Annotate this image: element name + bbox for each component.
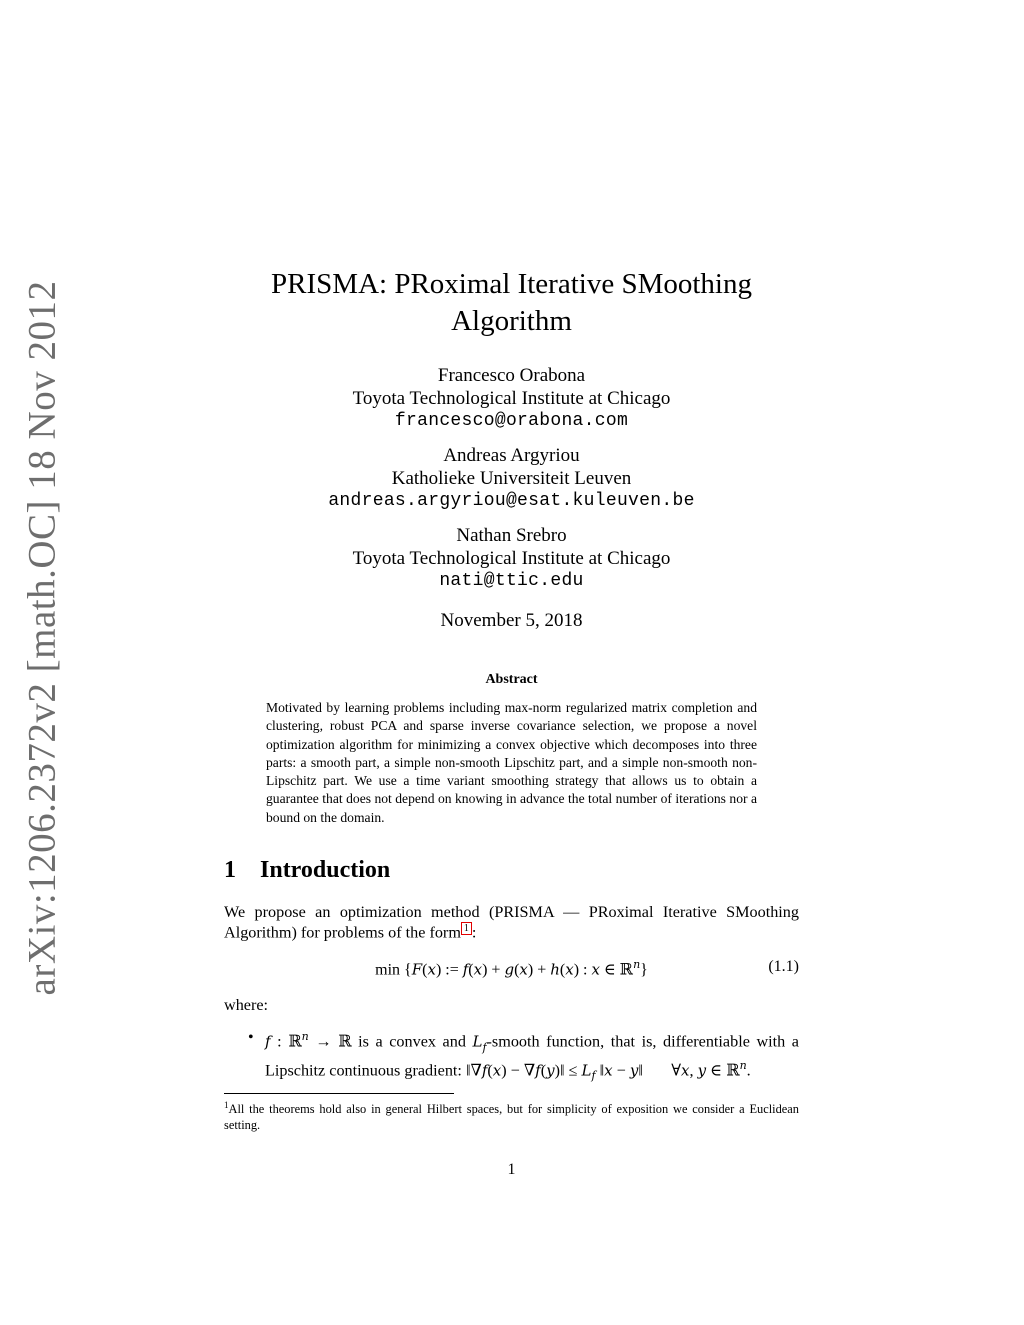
bullet-text-2: -smooth function, that is, differentiable with a Lipschitz continuous gradient: (265, 1032, 799, 1080)
footnote-link[interactable]: 1 (461, 922, 472, 935)
author-email[interactable]: francesco@orabona.com (394, 411, 629, 431)
bullet-marker: • (248, 1029, 254, 1046)
section-number: 1 (224, 857, 236, 883)
author-block-3 (224, 524, 799, 593)
footnote-text: All the theorems hold also in general Hilbert spaces, but for simplicity of exposition we consider a Euclidean setting. (224, 1102, 799, 1133)
author-name: Nathan Srebro (456, 525, 567, 546)
equation-min: min (375, 961, 401, 979)
author-affiliation: Toyota Technological Institute at Chicago (352, 388, 671, 409)
equation-body: min {F(x) := f(x) + g(x) + h(x) : x ∈ ℝ$^n$} (375, 958, 648, 979)
equation-1-1 (224, 958, 799, 980)
footnote-divider (224, 1093, 454, 1094)
page-number: 1 (507, 1161, 516, 1178)
title-line-2: Algorithm (451, 305, 572, 337)
bullet-item-f: f : ℝ$^n$ → ℝ is a convex and $L_f$-smooth function, that is, differentiable with a Lipschitz continuous gradient: ‖∇f(x) − ∇f(y)‖ ≤ $L_f$ ‖x − y‖ ∀x, y ∈ ℝ$^n$. (265, 1030, 799, 1083)
equation-number: (1.1) (768, 958, 799, 975)
author-name: Andreas Argyriou (443, 445, 580, 466)
intro-paragraph (224, 902, 799, 942)
intro-text: We propose an optimization method (PRISMA — PRoximal Iterative SMoothing Algorithm) for problems of the form (224, 903, 799, 942)
section-title: Introduction (260, 857, 391, 883)
author-block-2 (224, 444, 799, 513)
author-email[interactable]: andreas.argyriou@esat.kuleuven.be (328, 491, 695, 511)
author-email[interactable]: nati@ttic.edu (439, 571, 584, 591)
abstract-text: Motivated by learning problems including max-norm regularized matrix completion and clustering, robust PCA and sparse inverse covariance selection, we propose a novel optimization algorithm for minimizing a convex objective which decomposes into three parts: a smooth part, a simple non-smooth Lipschitz part, and a simple non-smooth non-Lipschitz part. We use a time variant smoothing strategy that allows us to obtain a guarantee that does not depend on knowing in advance the total number of iterations nor a bound on the domain. (266, 700, 757, 825)
abstract-heading: Abstract (485, 672, 538, 687)
paper-title (224, 266, 799, 340)
section-heading (224, 857, 390, 884)
intro-colon: : (471, 923, 477, 942)
arxiv-stamp: arXiv:1206.2372v2 [math.OC] 18 Nov 2012 (20, 280, 64, 996)
footnote (224, 1097, 799, 1133)
bullet-text-1: is a convex and (358, 1032, 466, 1051)
author-affiliation: Toyota Technological Institute at Chicago (352, 548, 671, 569)
author-block-1 (224, 364, 799, 433)
author-affiliation: Katholieke Universiteit Leuven (391, 468, 632, 489)
footnote-mark: 1 (224, 1100, 229, 1110)
title-line-1: PRISMA: PRoximal Iterative SMoothing (271, 268, 752, 300)
where-text: where: (224, 996, 269, 1014)
author-name: Francesco Orabona (437, 365, 586, 386)
paper-date: November 5, 2018 (440, 610, 583, 631)
